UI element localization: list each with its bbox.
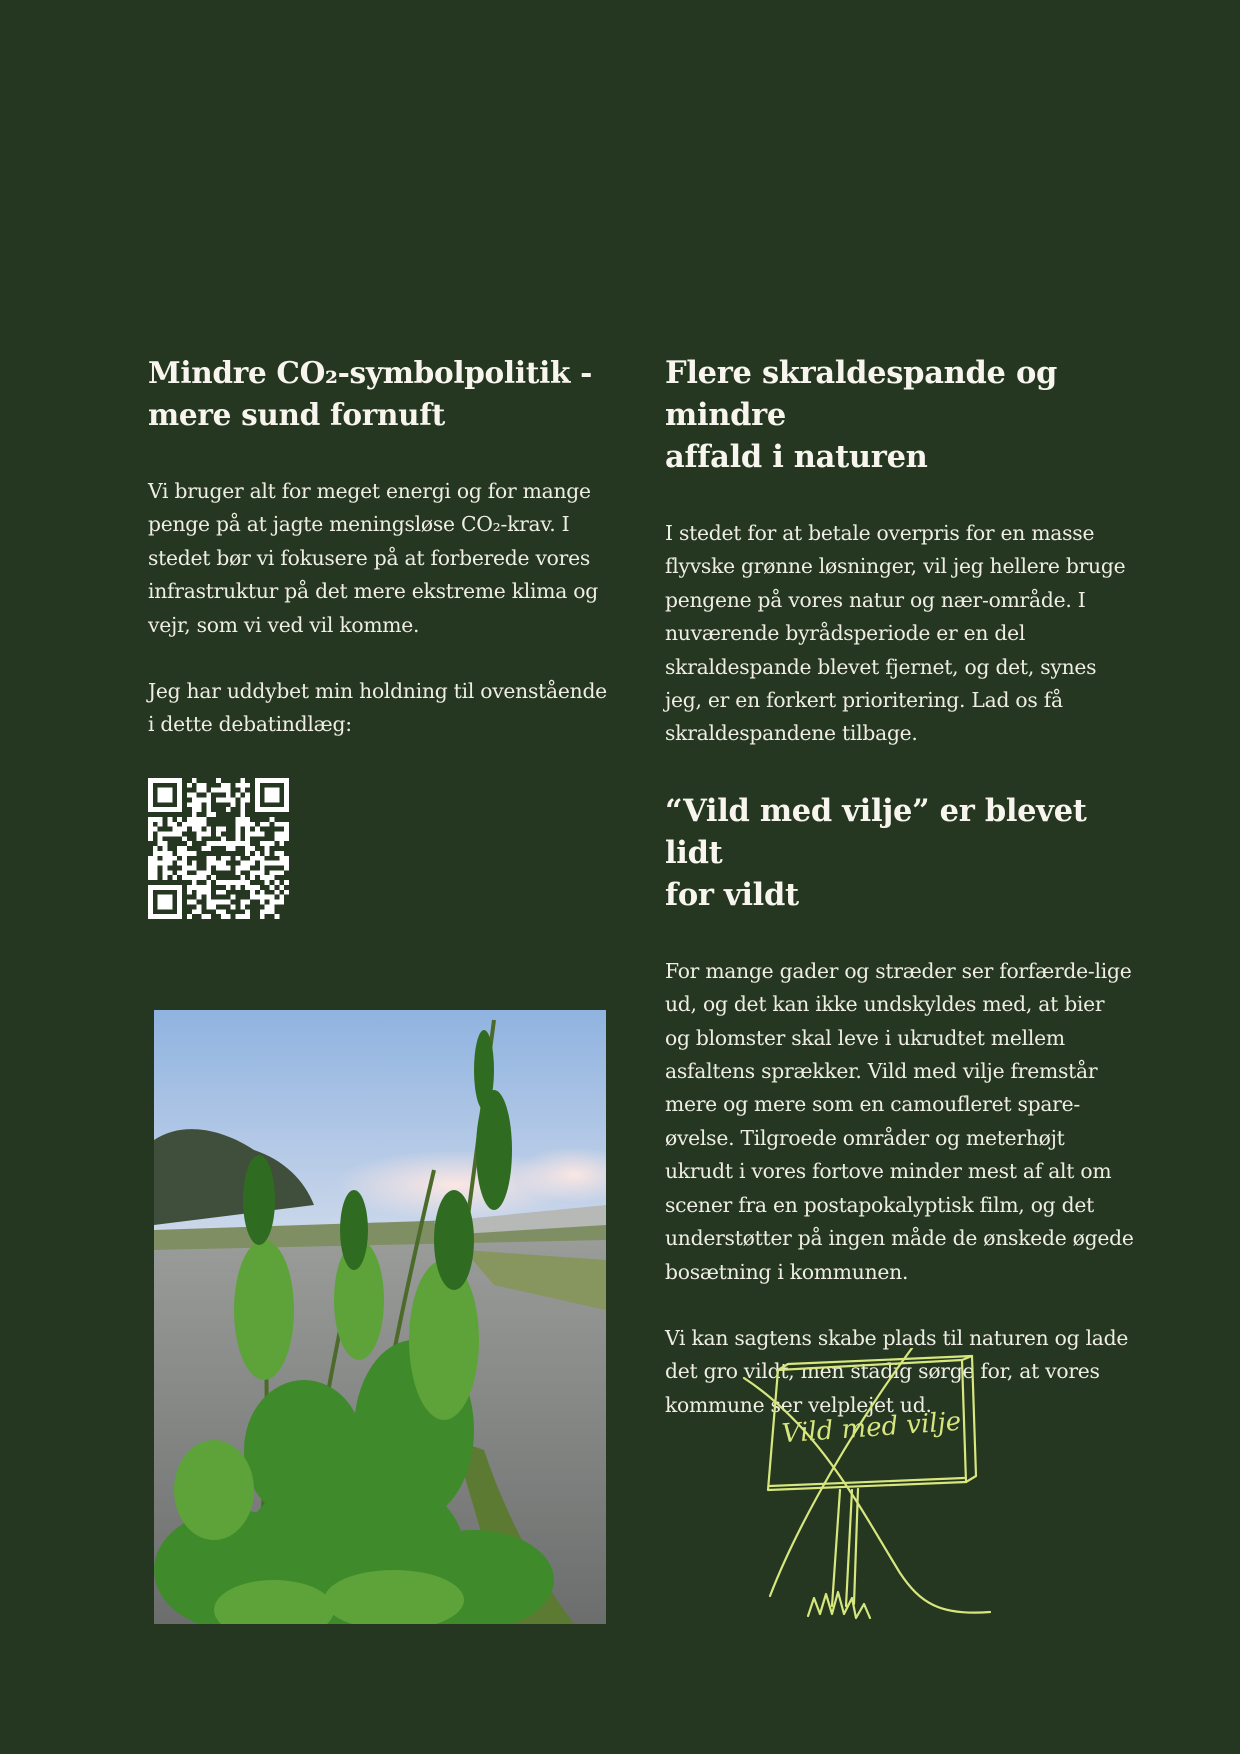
sign-text: Vild med vilje xyxy=(780,1406,963,1450)
right-heading-2-line1: “Vild med vilje” er blevet lidt xyxy=(665,792,1087,871)
left-paragraph-1: Vi bruger alt for meget energi og for mange penge på at jagte meningsløse CO₂-krav. I stedet bør vi fokusere på at forberede vores infrastruktur på det mere ekstreme klima og vejr, som vi ved vil komme. xyxy=(148,479,598,637)
left-column xyxy=(148,352,618,923)
qr-code-icon[interactable] xyxy=(148,778,289,919)
right-heading-1-line2: affald i naturen xyxy=(665,439,928,475)
right-heading-1-line1: Flere skraldespande og mindre xyxy=(665,355,1058,433)
right-paragraph-2: For mange gader og stræder ser forfærde-lige ud, og det kan ikke undskyldes med, at bier og blomster skal leve i ukrudtet mellem asfaltens sprækker. Vild med vilje fremstår mere og mere som en camoufleret spare-øvelse. Tilgroede områder og meterhøjt ukrudt i vores fortove minder mest af alt om scener fra en postapokalyptisk film, og det understøtter på ingen måde de ønskede øgede bosætning i kommunen. xyxy=(665,958,1134,1284)
right-column xyxy=(665,352,1135,1422)
weeds-photo xyxy=(154,1010,606,1624)
left-paragraph-2: Jeg har uddybet min holdning til ovenstående i dette debatindlæg: xyxy=(148,679,607,737)
crossed-out-sign-icon xyxy=(740,1348,1000,1638)
left-heading-line2: mere sund fornuft xyxy=(148,397,445,432)
right-heading-2 xyxy=(665,790,1135,916)
right-paragraph-3: Vi kan sagtens skabe plads til naturen og lade det gro vildt, men stadig sørge for, at vores kommune ser velplejet ud. xyxy=(665,1325,1129,1417)
right-paragraph-1: I stedet for at betale overpris for en masse flyvske grønne løsninger, vil jeg hellere bruge pengene på vores natur og nær-område. I nuværende byrådsperiode er en del skraldespande blevet fjernet, og det, synes jeg, er en forkert prioritering. Lad os få skraldespandene tilbage. xyxy=(665,521,1126,746)
right-heading-1 xyxy=(665,352,1135,478)
right-heading-2-line2: for vildt xyxy=(665,876,799,913)
left-heading-line1: Mindre CO₂-symbolpolitik - xyxy=(148,355,593,390)
left-heading xyxy=(148,352,618,436)
